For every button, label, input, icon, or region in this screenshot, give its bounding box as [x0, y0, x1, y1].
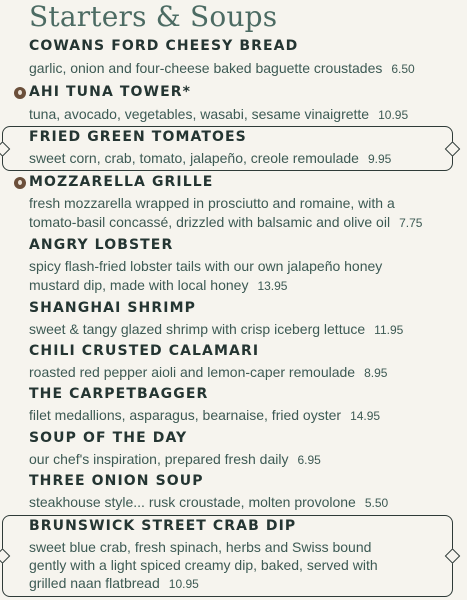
- item-price: 7.75: [399, 216, 423, 230]
- section-title: Starters & Soups: [29, 0, 278, 33]
- item-name: ANGRY LOBSTER: [29, 237, 174, 253]
- item-description-line: gently with a light spiced creamy dip, baked, served with: [29, 557, 378, 573]
- item-description: grilled naan flatbread 10.95: [29, 575, 199, 591]
- item-description: our chef's inspiration, prepared fresh daily 6.95: [29, 451, 321, 467]
- item-price: 10.95: [168, 577, 199, 591]
- item-description-line: sweet blue crab, fresh spinach, herbs and Swiss bound: [29, 539, 372, 555]
- item-name: SOUP OF THE DAY: [29, 430, 188, 446]
- item-description: tomato-basil concassé, drizzled with balsamic and olive oil 7.75: [29, 214, 423, 230]
- pepper-icon: [14, 177, 26, 189]
- item-price: 11.95: [374, 323, 404, 337]
- item-description: mustard dip, made with local honey 13.95: [29, 277, 288, 293]
- item-description: steakhouse style... rusk croustade, molten provolone 5.50: [29, 494, 389, 510]
- item-name: COWANS FORD CHEESY BREAD: [29, 38, 299, 54]
- item-price: 13.95: [257, 279, 288, 293]
- item-description: sweet corn, crab, tomato, jalapeño, creole remoulade 9.95: [29, 150, 392, 166]
- item-description-line: fresh mozzarella wrapped in prosciutto and romaine, with a: [29, 195, 395, 211]
- item-name: SHANGHAI SHRIMP: [29, 300, 196, 316]
- item-description: sweet & tangy glazed shrimp with crisp iceberg lettuce 11.95: [29, 321, 404, 337]
- item-price: 9.95: [367, 152, 392, 166]
- item-name: THE CARPETBAGGER: [29, 386, 209, 402]
- item-price: 6.95: [297, 453, 321, 467]
- pepper-icon: [14, 87, 26, 99]
- item-description: roasted red pepper aioli and lemon-caper remoulade 8.95: [29, 364, 388, 380]
- item-name: MOZZARELLA GRILLE: [29, 174, 214, 190]
- item-price: 8.95: [364, 366, 388, 380]
- item-description-line: spicy flash-fried lobster tails with our own jalapeño honey: [29, 258, 383, 274]
- item-price: 10.95: [378, 108, 409, 122]
- item-price: 14.95: [350, 409, 381, 423]
- item-name: THREE ONION SOUP: [29, 473, 204, 489]
- item-name: BRUNSWICK STREET CRAB DIP: [29, 518, 297, 534]
- item-description: garlic, onion and four-cheese baked baguette croustades 6.50: [29, 60, 415, 76]
- item-name: CHILI CRUSTED CALAMARI: [29, 343, 260, 359]
- item-price: 5.50: [364, 496, 389, 510]
- item-description: filet medallions, asparagus, bearnaise, fried oyster 14.95: [29, 407, 381, 423]
- item-price: 6.50: [391, 62, 415, 76]
- item-name: FRIED GREEN TOMATOES: [29, 129, 247, 145]
- item-name: AHI TUNA TOWER*: [29, 84, 192, 100]
- item-description: tuna, avocado, vegetables, wasabi, sesame vinaigrette 10.95: [29, 106, 409, 122]
